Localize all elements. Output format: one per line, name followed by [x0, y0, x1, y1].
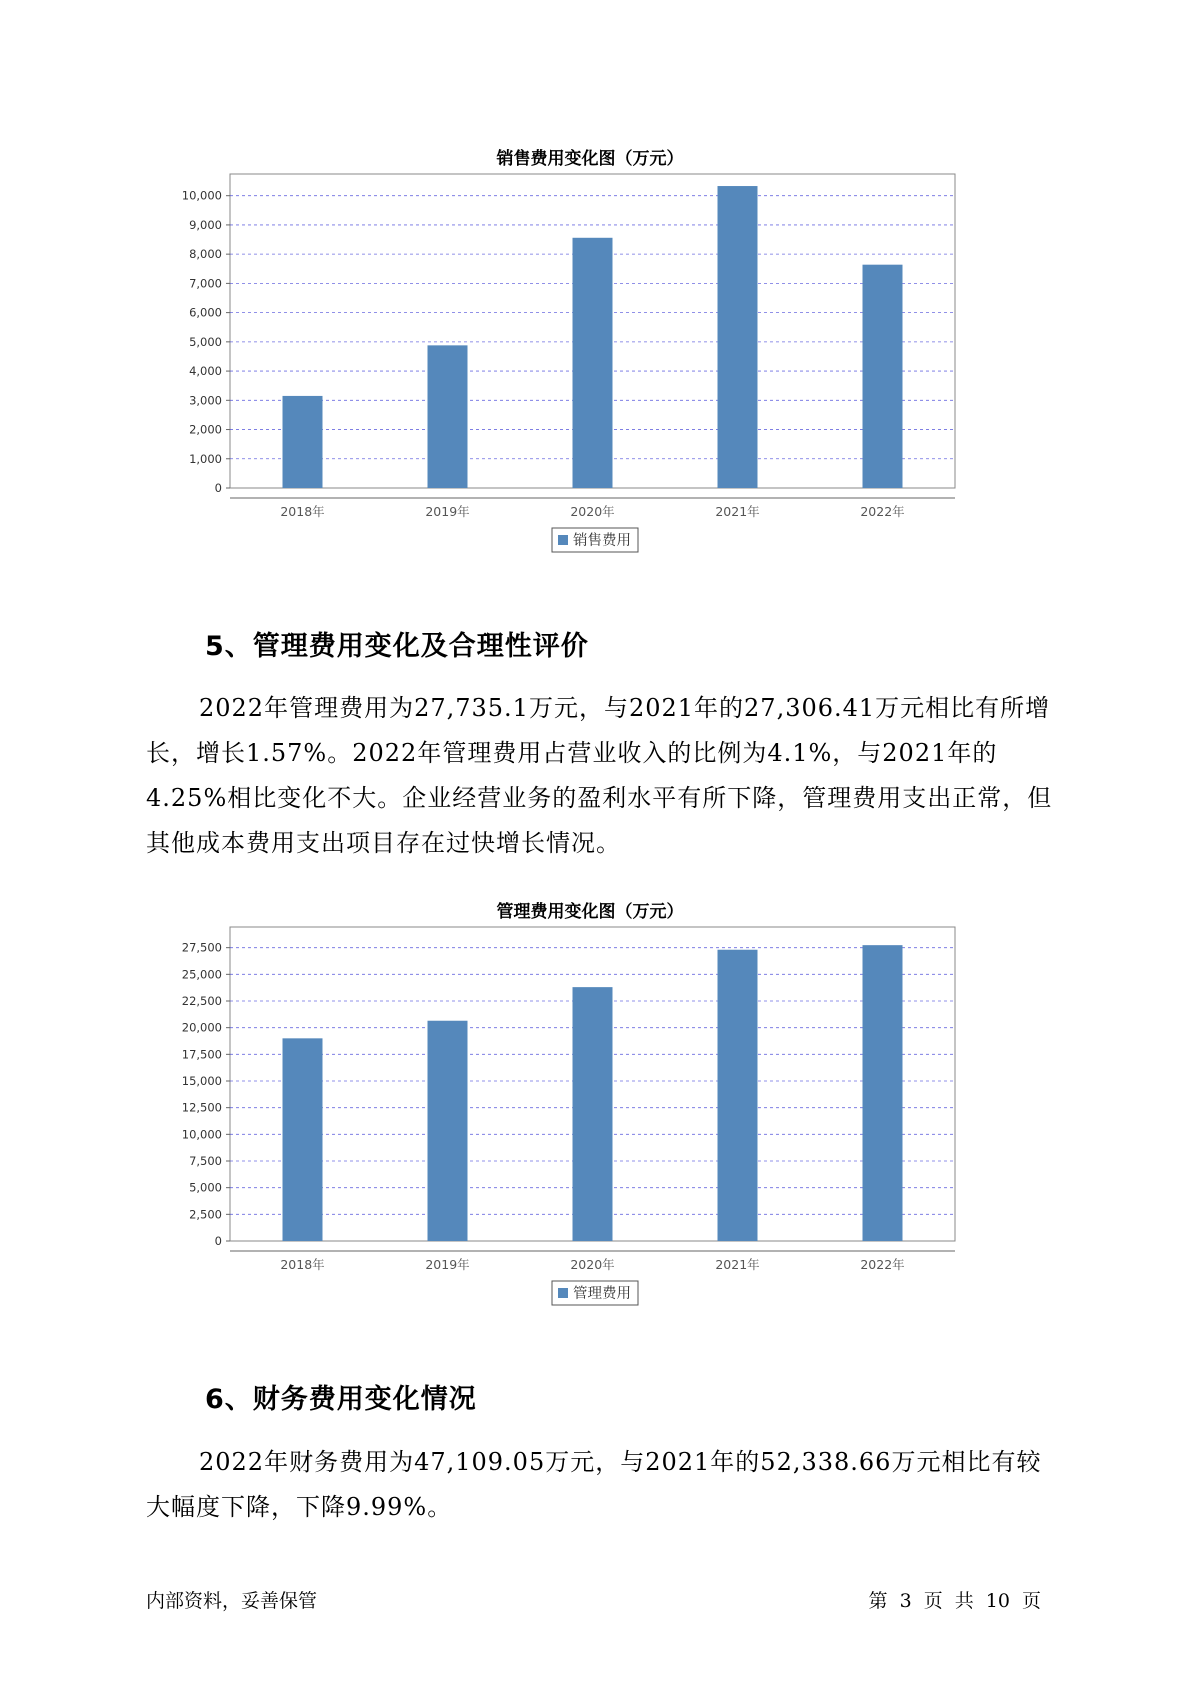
x-category-label: 2020年 [570, 1257, 615, 1272]
section-paragraph: 2022年财务费用为47,109.05万元，与2021年的52,338.66万元相比有较大幅度下降，下降9.99%。 [146, 1448, 1042, 1521]
bar-1 [428, 1021, 468, 1241]
y-tick-label: 17,500 [181, 1047, 222, 1062]
bar-2 [573, 238, 613, 488]
x-category-label: 2019年 [425, 1257, 470, 1272]
bar-3 [718, 186, 758, 488]
y-tick-label: 7,500 [189, 1154, 222, 1168]
legend-swatch [558, 1288, 568, 1298]
legend-label: 销售费用 [573, 533, 631, 549]
y-tick-label: 10,000 [181, 188, 222, 203]
bar-0 [283, 1038, 323, 1241]
y-tick-label: 2,500 [189, 1207, 222, 1222]
y-tick-label: 0 [214, 1234, 222, 1248]
y-tick-label: 20,000 [181, 1020, 222, 1035]
y-tick-label: 2,000 [189, 422, 222, 437]
legend-label: 管理费用 [573, 1286, 631, 1302]
management-expense-chart [160, 893, 1020, 1343]
bar-2 [573, 987, 613, 1241]
y-tick-label: 10,000 [181, 1127, 222, 1142]
y-tick-label: 1,000 [189, 451, 222, 466]
section-heading: 6、财务费用变化情况 [205, 1384, 477, 1415]
y-tick-label: 27,500 [181, 940, 222, 955]
x-category-label: 2021年 [715, 504, 760, 519]
x-category-label: 2020年 [570, 504, 615, 519]
y-tick-label: 15,000 [181, 1074, 222, 1088]
section-heading: 5、管理费用变化及合理性评价 [205, 631, 589, 662]
x-category-label: 2022年 [860, 504, 905, 519]
bar-0 [283, 396, 323, 488]
management-expense-chart-svg [160, 893, 1020, 1343]
x-category-label: 2018年 [280, 504, 325, 519]
sales-expense-chart-svg [160, 140, 1020, 590]
footer-confidential-note: 内部资料，妥善保管 [146, 1590, 318, 1612]
y-tick-label: 0 [214, 481, 222, 495]
bar-3 [718, 950, 758, 1241]
x-category-label: 2021年 [715, 1257, 760, 1272]
y-tick-label: 22,500 [181, 994, 222, 1008]
y-tick-label: 25,000 [181, 967, 222, 982]
section-paragraph: 2022年管理费用为27,735.1万元，与2021年的27,306.41万元相比有所增长，增长1.57%。2022年管理费用占营业收入的比例为4.1%，与2021年的4.25%相比变化不大。企业经营业务的盈利水平有所下降，管理费用支出正常，但其他成本费用支出项目存在过快增长情况。 [146, 694, 1053, 857]
y-tick-label: 6,000 [189, 305, 222, 320]
x-category-label: 2019年 [425, 504, 470, 519]
y-tick-label: 5,000 [189, 1180, 222, 1195]
y-tick-label: 8,000 [189, 247, 222, 262]
y-tick-label: 4,000 [189, 364, 222, 379]
chart-title: 管理费用变化图（万元） [496, 902, 684, 922]
footer-page-number: 第 3 页 共 10 页 [868, 1590, 1041, 1612]
sales-expense-chart [160, 140, 1020, 590]
x-category-label: 2022年 [860, 1257, 905, 1272]
bar-4 [863, 265, 903, 488]
y-tick-label: 9,000 [189, 217, 222, 232]
bar-1 [428, 345, 468, 488]
bar-4 [863, 945, 903, 1241]
chart-title: 销售费用变化图（万元） [496, 149, 684, 169]
x-category-label: 2018年 [280, 1257, 325, 1272]
y-tick-label: 7,000 [189, 276, 222, 291]
legend-swatch [558, 535, 568, 545]
y-tick-label: 12,500 [181, 1100, 222, 1115]
y-tick-label: 3,000 [189, 393, 222, 408]
y-tick-label: 5,000 [189, 334, 222, 349]
